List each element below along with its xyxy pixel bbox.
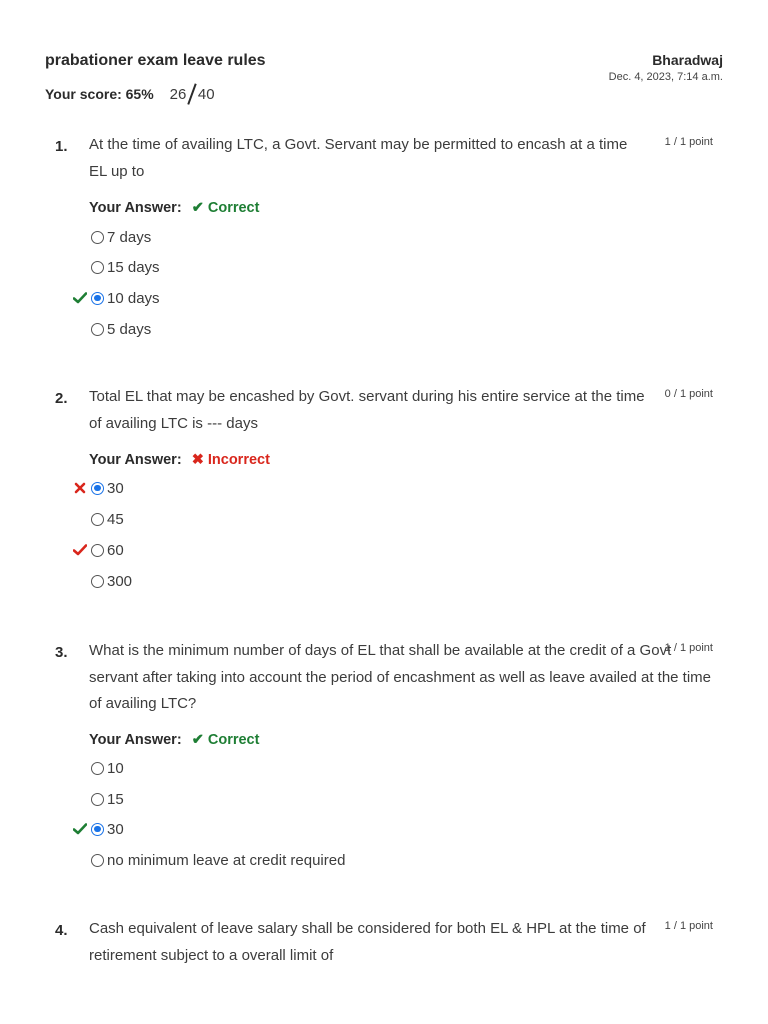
radio-button [91, 762, 104, 775]
your-answer-label: Your Answer: [89, 452, 182, 468]
cross-icon: ✖ [191, 452, 204, 468]
option-label: 10 [107, 759, 124, 777]
question-number: 2. [55, 390, 68, 407]
check-icon [72, 540, 88, 560]
your-answer-row [89, 200, 259, 216]
radio-button [91, 575, 104, 588]
radio-button [91, 261, 104, 274]
radio-button [91, 854, 104, 867]
question-points: 1 / 1 point [664, 136, 713, 148]
answer-option [91, 540, 124, 560]
cross-icon [72, 478, 88, 498]
answer-option [91, 509, 124, 529]
option-label: 30 [107, 820, 124, 838]
question-text: At the time of availing LTC, a Govt. Servant may be permitted to encash at a time EL up to [89, 136, 628, 180]
answer-option [91, 478, 124, 498]
radio-button [91, 793, 104, 806]
check-icon [72, 288, 88, 308]
your-answer-row [89, 452, 270, 468]
score-percentage: Your score: 65% [45, 86, 154, 102]
question-number: 3. [55, 644, 68, 661]
answer-option [91, 758, 124, 778]
points-total: 40 [197, 85, 215, 103]
option-label: 30 [107, 479, 124, 497]
option-label: 45 [107, 510, 124, 528]
points-scored: 26 [169, 85, 187, 103]
result-status: ✔ Correct [191, 732, 260, 748]
answer-option [91, 288, 160, 308]
check-icon: ✔ [191, 732, 204, 748]
your-answer-label: Your Answer: [89, 732, 182, 748]
option-label: no minimum leave at credit required [107, 851, 346, 869]
answer-option [91, 789, 124, 809]
question-points: 1 / 1 point [664, 920, 713, 932]
radio-button [91, 544, 104, 557]
question-points: 0 / 1 point [664, 388, 713, 400]
option-label: 60 [107, 541, 124, 559]
option-label: 10 days [107, 289, 160, 307]
answer-option [91, 227, 151, 247]
answer-option [91, 571, 132, 591]
question-number: 1. [55, 138, 68, 155]
result-status: ✖ Incorrect [191, 452, 270, 468]
option-label: 7 days [107, 228, 152, 246]
radio-button-selected [91, 292, 104, 305]
radio-button [91, 231, 104, 244]
question-text: Cash equivalent of leave salary shall be considered for both EL & HPL at the time of retirement subject to a overall limit of [89, 920, 646, 964]
quiz-header [45, 50, 723, 110]
question-text: What is the minimum number of days of EL that shall be available at the credit of a Govt servant after taking into account the period of encashment as well as leave availed at the time of availing LTC? [89, 642, 712, 712]
quiz-title: prabationer exam leave rules [45, 52, 266, 69]
your-answer-label: Your Answer: [89, 200, 182, 216]
your-answer-row [89, 732, 259, 748]
radio-button [91, 323, 104, 336]
radio-button-selected [91, 482, 104, 495]
option-label: 15 [107, 790, 124, 808]
option-label: 5 days [107, 320, 152, 338]
check-icon: ✔ [191, 200, 204, 216]
question-text: Total EL that may be encashed by Govt. servant during his entire service at the time of availing LTC is --- days [89, 388, 645, 432]
score-row [45, 83, 215, 105]
question-points: 1 / 1 point [664, 642, 713, 654]
question-number: 4. [55, 922, 68, 939]
option-label: 15 days [107, 258, 160, 276]
answer-option [91, 850, 345, 870]
answer-option [91, 819, 124, 839]
check-icon [72, 819, 88, 839]
answer-option [91, 257, 160, 277]
radio-button [91, 513, 104, 526]
result-status: ✔ Correct [191, 200, 260, 216]
user-name: Bharadwaj [652, 52, 723, 68]
answer-option [91, 319, 151, 339]
score-points [170, 83, 215, 105]
fraction-slash [188, 83, 197, 104]
submission-date: Dec. 4, 2023, 7:14 a.m. [608, 71, 723, 83]
option-label: 300 [107, 572, 133, 590]
radio-button-selected [91, 823, 104, 836]
